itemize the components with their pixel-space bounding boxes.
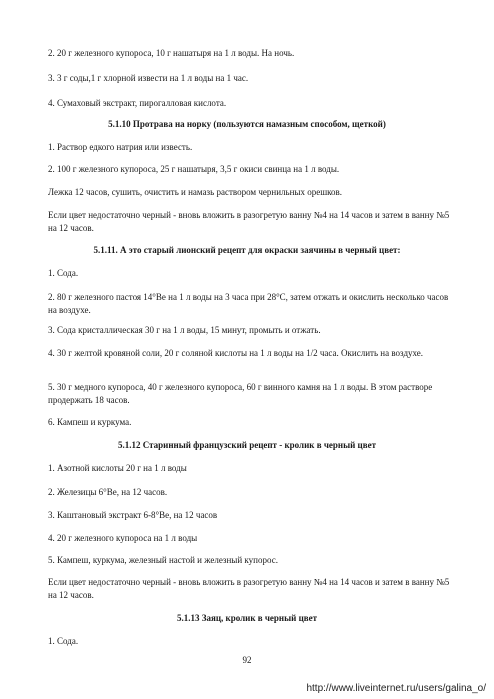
paragraph: 1. Сода. <box>48 268 79 278</box>
paragraph: 3. 3 г соды,1 г хлорной извести на 1 л воды на 1 час. <box>48 73 249 83</box>
paragraph: 3. Сода кристаллическая 30 г на 1 л воды, 15 минут, промыть и отжать. <box>48 325 321 335</box>
paragraph: 1. Раствор едкого натрия или известь. <box>48 142 193 152</box>
paragraph: 1. Сода. <box>48 636 79 646</box>
paragraph: Если цвет недостаточно черный - вновь вложить в разогретую ванну №4 на 14 часов и затем в ванну №5 на 12 часов. <box>48 577 450 600</box>
watermark-url: http://www.liveinternet.ru/users/galina_o/ <box>306 683 486 694</box>
section-heading: 5.1.13 Заяц, кролик в черный цвет <box>176 613 318 623</box>
paragraph: 5. 30 г медного купороса, 40 г железного купороса, 60 г винного камня на 1 л воды. В этом растворе продержать 18 часов. <box>48 382 433 405</box>
section-heading: 5.1.10 Протрава на норку (пользуются намазным способом, щеткой) <box>108 119 386 129</box>
paragraph: Если цвет недостаточно черный - вновь вложить в разогретую ванну №4 на 14 часов и затем в ванну №5 на 12 часов. <box>48 210 450 233</box>
paragraph: Лежка 12 часов, сушить, очистить и намазь раствором чернильных орешков. <box>48 187 343 197</box>
paragraph: 5. Кампеш, куркума, железный настой и железный купорос. <box>48 555 278 565</box>
paragraph: 2. 100 г железного купороса, 25 г нашатыря, 3,5 г окиси свинца на 1 л воды. <box>48 164 340 174</box>
section-heading: 5.1.12 Старинный французский рецепт - кролик в черный цвет <box>117 440 377 450</box>
paragraph: 1. Азотной кислоты 20 г на 1 л воды <box>48 463 187 473</box>
paragraph: 4. Сумаховый экстракт, пирогалловая кислота. <box>48 98 227 108</box>
paragraph: 2. 80 г железного пастоя 14°Ве на 1 л воды на 3 часа при 28°С, затем отжать и окислить несколько часов на воздухе. <box>48 292 449 315</box>
page-number: 92 <box>242 655 252 665</box>
paragraph: 2. Железицы 6°Ве, на 12 часов. <box>48 487 168 497</box>
paragraph: 3. Каштановый экстракт 6-8°Ве, на 12 часов <box>48 510 218 520</box>
paragraph: 6. Кампеш и куркума. <box>48 417 132 427</box>
paragraph: 4. 20 г железного купороса на 1 л воды <box>48 533 198 543</box>
paragraph: 4. 30 г желтой кровяной соли, 20 г соляной кислоты на 1 л воды на 1/2 часа. Окислить на воздухе. <box>48 348 424 358</box>
section-heading: 5.1.11. А это старый лионский рецепт для окраски заячины в черный цвет: <box>93 245 401 255</box>
paragraph: 2. 20 г железного купороса, 10 г нашатыря на 1 л воды. На ночь. <box>48 48 295 58</box>
